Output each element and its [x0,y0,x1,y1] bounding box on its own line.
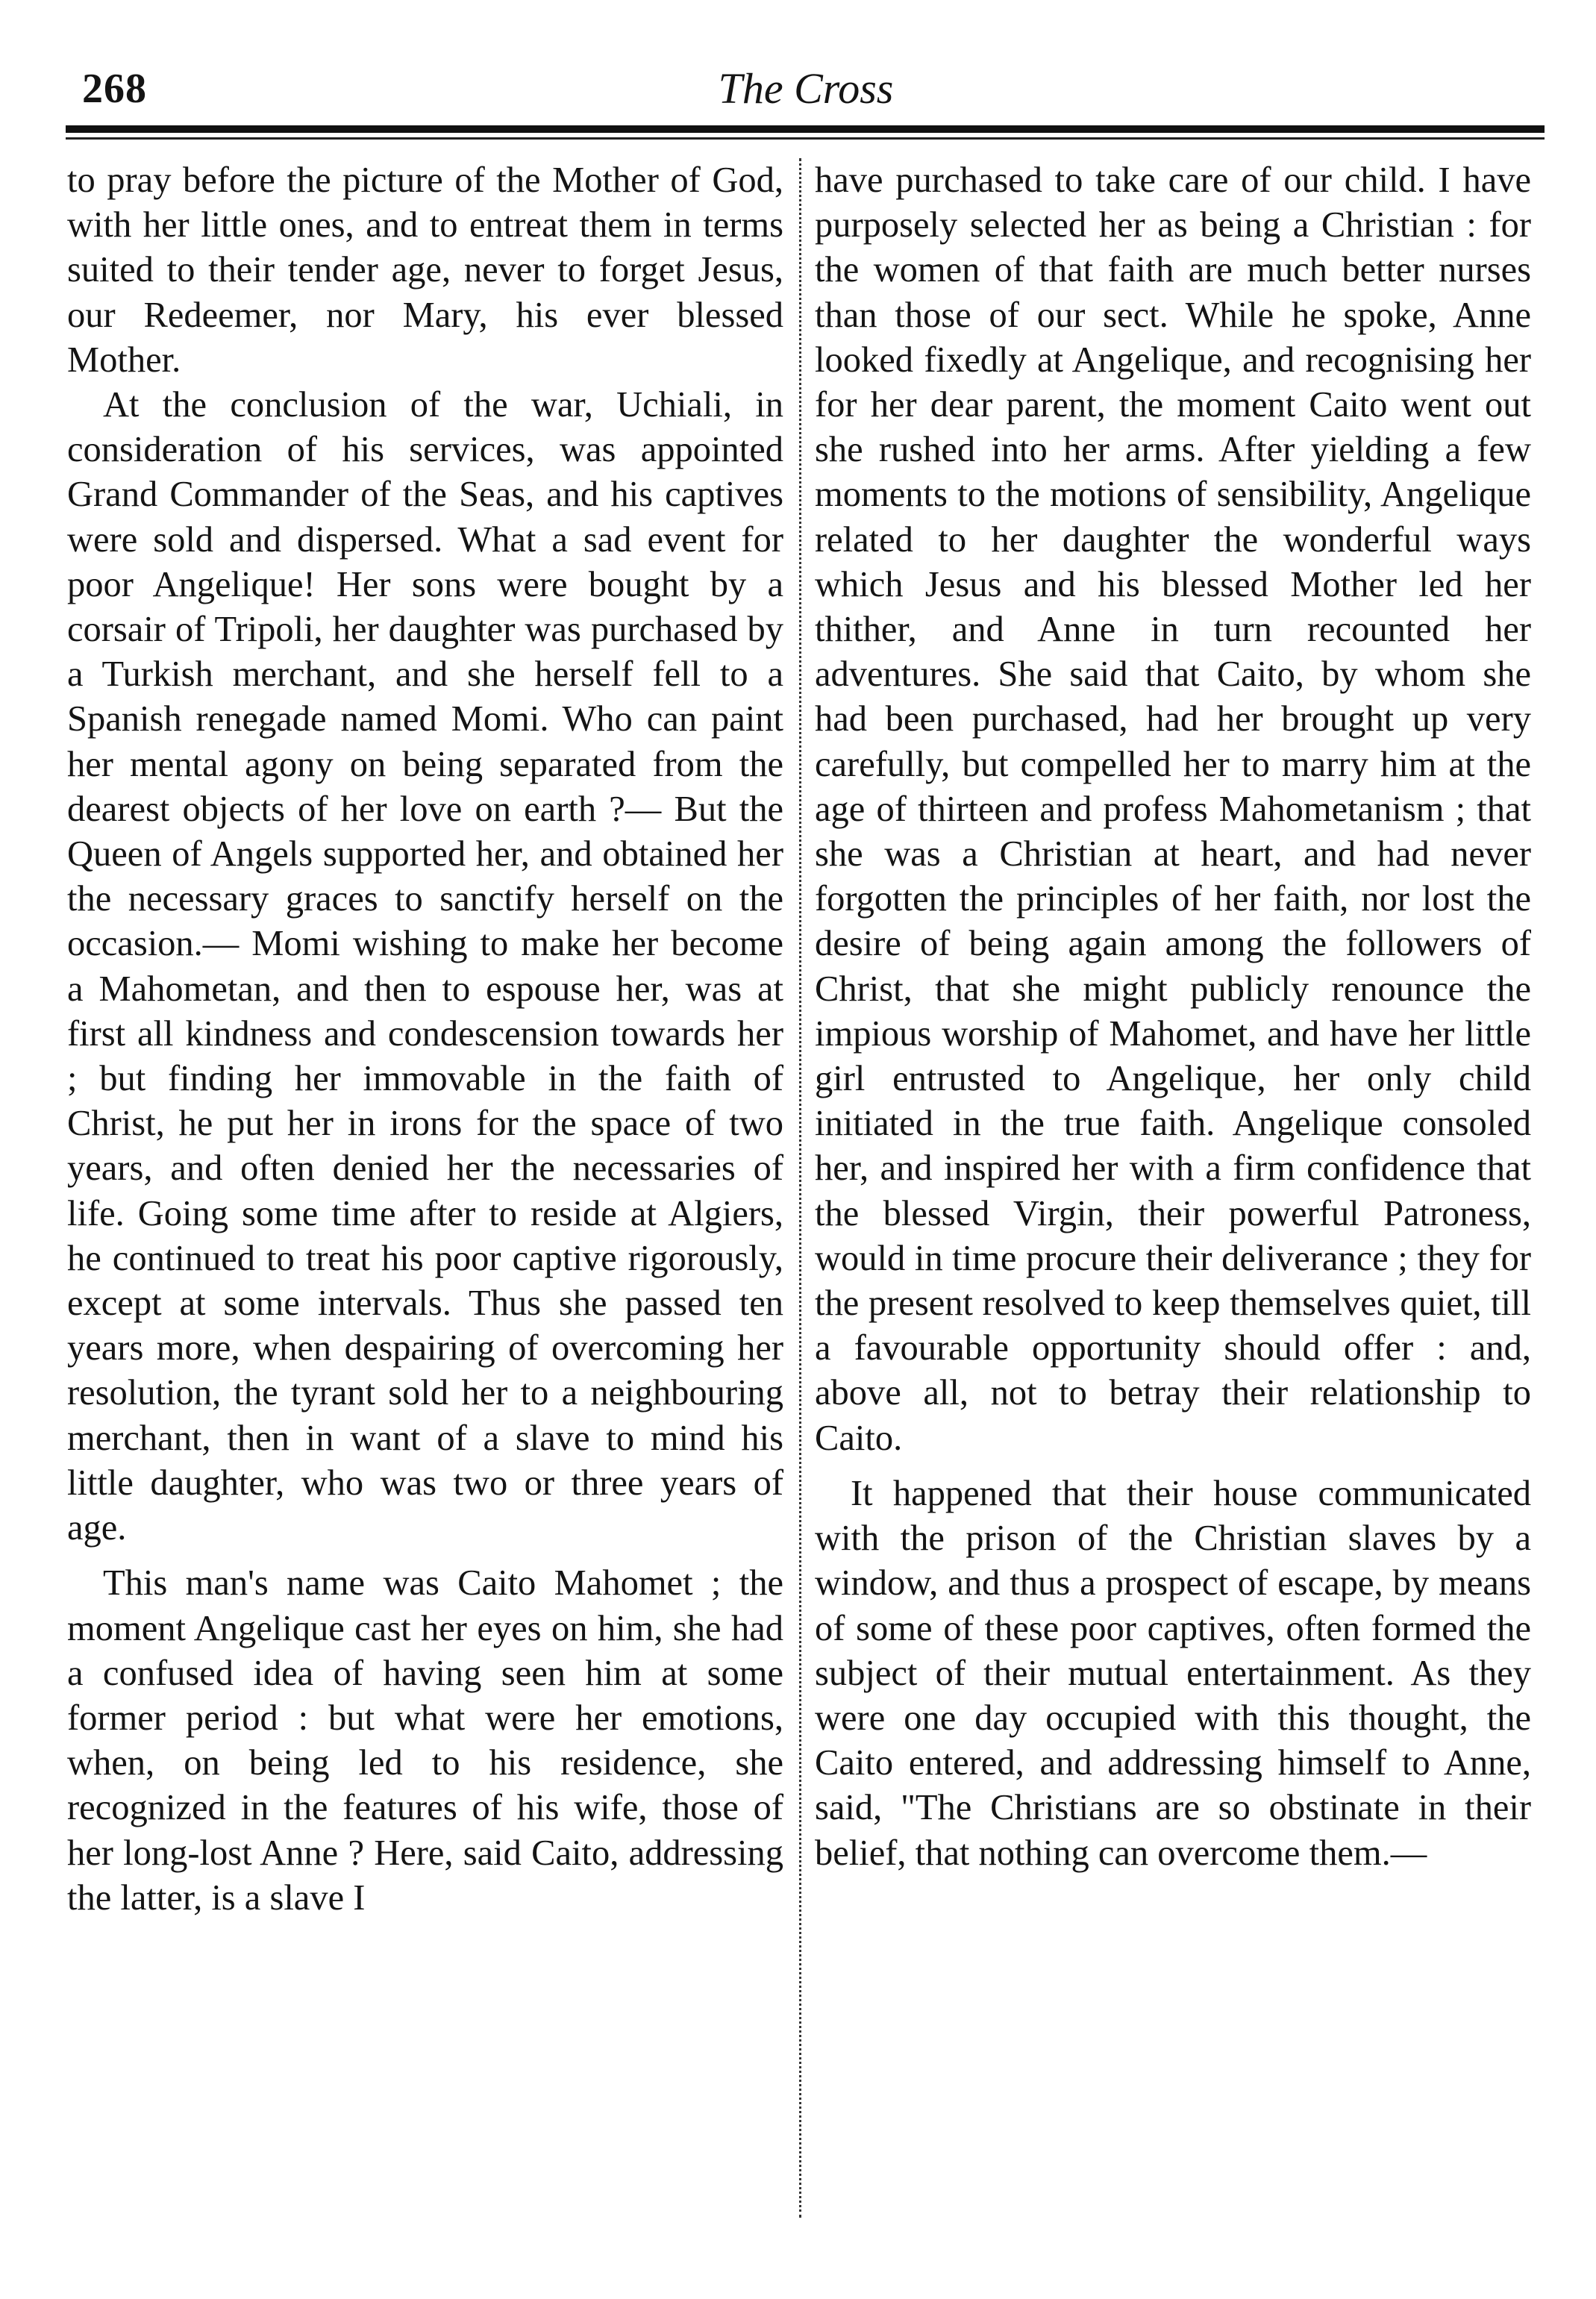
paragraph: have purchased to take care of our child. I have purposely selected her as being a Christian : for the women of that faith are much better nurses than those of our sect. While he spoke, Anne looked fixedly at Angelique, and recognising her for her dear parent, the moment Caito went out she rushed into her arms. After yielding a few moments to the motions of sensibility, Angelique related to her daughter the wonderful ways which Jesus and his blessed Mother led her thither, and Anne in turn recounted her adventures. She said that Caito, by whom she had been purchased, had her brought up very carefully, but compelled her to marry him at the age of thirteen and profess Mahometanism ; that she was a Christian at heart, and had never forgotten the principles of her faith, nor lost the desire of being again among the followers of Christ, that she might publicly renounce the impious worship of Mahomet, and have her little girl entrusted to Angelique, her only child initiated in the true faith. Angelique consoled her, and inspired her with a firm confidence that the blessed Virgin, their powerful Patroness, would in time procure their deliverance ; they for the present resolved to keep themselves quiet, till a favourable opportunity should offer : and, above all, not to betray their relationship to Caito. [815,160,1531,1458]
header-rule-thin [66,137,1545,140]
page-number: 268 [82,66,147,112]
column-divider [799,158,801,2218]
paragraph: At the conclusion of the war, Uchiali, in consideration of his services, was appointed Grand Commander of the Seas, and his captives were sold and dispersed. What a sad event for poor Angelique! Her sons were bought by a corsair of Tripoli, her daughter was purchased by a Turkish merchant, and she herself fell to a Spanish renegade named Momi. Who can paint her mental agony on being separated from the dearest objects of her love on earth ?— But the Queen of Angels supported her, and obtained her the necessary graces to sanctify herself on the occasion.— Momi wishing to make her become a Mahometan, and then to espouse her, was at first all kindness and condescension towards her ; but finding her immovable in the faith of Christ, he put her in irons for the space of two years, and often denied her the necessaries of life. Going some time after to reside at Algiers, he continued to treat his poor captive rigorously, except at some intervals. Thus she passed ten years more, when despairing of overcoming her resolution, the tyrant sold her to a neighbouring merchant, then in want of a slave to mind his little daughter, who was two or three years of age. [67,385,783,1548]
paragraph: to pray before the picture of the Mother of God, with her little ones, and to entreat them in terms suited to their tender age, never to forget Jesus, our Redeemer, nor Mary, his ever blessed Mother. [67,160,783,380]
paragraph: This man's name was Caito Mahomet ; the moment Angelique cast her eyes on him, she had a confused idea of having seen him at some former period : but what were her emotions, when, on being led to his residence, she recognized in the features of his wife, those of her long-lost Anne ? Here, said Caito, addressing the latter, is a slave I [67,1563,783,1918]
header-rule-thick [66,125,1545,133]
paragraph: It happened that their house communicated with the prison of the Christian slaves by a window, and thus a prospect of escape, by means of some of these poor captives, often formed the subject of their mutual entertainment. As they were one day occupied with this thought, the Caito entered, and addressing himself to Anne, said, "The Christians are so obstinate in their belief, that nothing can overcome them.— [815,1473,1531,1873]
page-header [60,63,1552,122]
running-title: The Cross [718,64,894,113]
right-column [815,158,1531,1876]
left-column [67,158,783,1921]
